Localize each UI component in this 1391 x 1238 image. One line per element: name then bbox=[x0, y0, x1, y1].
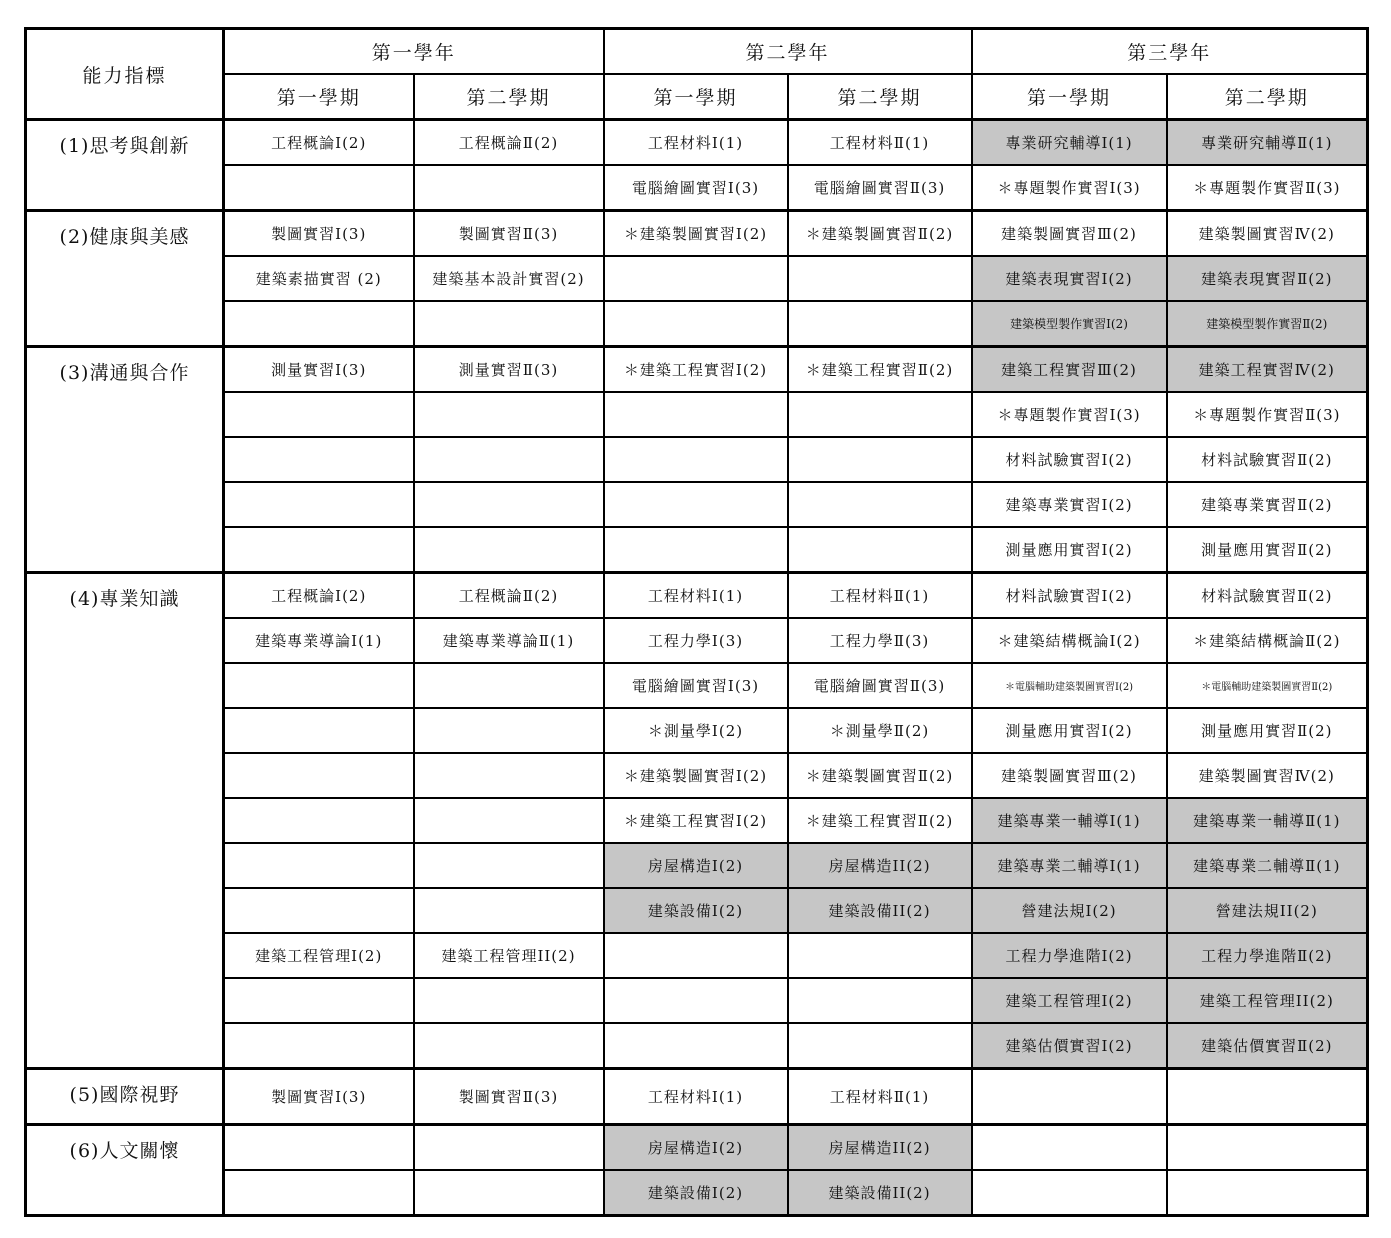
course-cell bbox=[414, 978, 604, 1023]
table-row bbox=[26, 527, 1368, 573]
course-cell: ＊專題製作實習Ⅰ(3) bbox=[972, 165, 1167, 211]
course-cell: 建築設備II(2) bbox=[788, 888, 972, 933]
year-1-semester-2-header: 第二學期 bbox=[414, 74, 604, 120]
course-cell: 建築製圖實習Ⅳ(2) bbox=[1167, 211, 1368, 257]
course-cell: ＊建築製圖實習Ⅱ(2) bbox=[788, 211, 972, 257]
course-cell: 測量應用實習Ⅰ(2) bbox=[972, 708, 1167, 753]
course-cell bbox=[414, 1023, 604, 1069]
course-cell bbox=[414, 663, 604, 708]
course-cell bbox=[604, 301, 788, 347]
table-header bbox=[26, 29, 1368, 120]
indicator-cell: (2)健康與美感 bbox=[26, 211, 224, 347]
course-cell bbox=[788, 1023, 972, 1069]
course-cell: 工程材料Ⅱ(1) bbox=[788, 1069, 972, 1125]
table-row bbox=[26, 1023, 1368, 1069]
course-cell bbox=[972, 1069, 1167, 1125]
year-2-header: 第二學年 bbox=[604, 29, 972, 75]
course-cell: 建築模型製作實習Ⅰ(2) bbox=[972, 301, 1167, 347]
table-row bbox=[26, 211, 1368, 257]
table-body bbox=[26, 120, 1368, 1216]
course-cell: 專業研究輔導Ⅰ(1) bbox=[972, 120, 1167, 166]
course-cell: ＊建築製圖實習Ⅱ(2) bbox=[788, 753, 972, 798]
course-cell bbox=[604, 527, 788, 573]
course-cell: 工程力學進階Ⅱ(2) bbox=[1167, 933, 1368, 978]
table-row bbox=[26, 165, 1368, 211]
table-row bbox=[26, 1069, 1368, 1125]
course-cell bbox=[224, 1170, 414, 1216]
table-row bbox=[26, 392, 1368, 437]
course-cell: 測量應用實習Ⅱ(2) bbox=[1167, 527, 1368, 573]
course-cell: 測量實習Ⅰ(3) bbox=[224, 347, 414, 393]
course-cell: ＊建築工程實習Ⅱ(2) bbox=[788, 347, 972, 393]
course-cell bbox=[224, 663, 414, 708]
course-cell: 測量應用實習Ⅰ(2) bbox=[972, 527, 1167, 573]
course-cell bbox=[972, 1125, 1167, 1171]
course-cell: ＊專題製作實習Ⅰ(3) bbox=[972, 392, 1167, 437]
table-row bbox=[26, 301, 1368, 347]
indicator-cell: (5)國際視野 bbox=[26, 1069, 224, 1125]
course-cell bbox=[224, 1125, 414, 1171]
course-cell: ＊建築工程實習Ⅰ(2) bbox=[604, 347, 788, 393]
course-cell bbox=[604, 482, 788, 527]
course-cell: 電腦繪圖實習Ⅰ(3) bbox=[604, 165, 788, 211]
course-cell bbox=[788, 301, 972, 347]
course-cell: 建築估價實習Ⅰ(2) bbox=[972, 1023, 1167, 1069]
course-cell bbox=[224, 437, 414, 482]
course-cell: 房屋構造I(2) bbox=[604, 1125, 788, 1171]
course-cell bbox=[788, 256, 972, 301]
course-cell bbox=[224, 888, 414, 933]
course-cell bbox=[788, 978, 972, 1023]
course-cell bbox=[1167, 1125, 1368, 1171]
course-cell: 工程概論Ⅱ(2) bbox=[414, 120, 604, 166]
course-cell: 建築專業實習Ⅱ(2) bbox=[1167, 482, 1368, 527]
course-cell: 工程力學Ⅱ(3) bbox=[788, 618, 972, 663]
course-cell bbox=[604, 392, 788, 437]
table-row bbox=[26, 1170, 1368, 1216]
course-cell bbox=[788, 437, 972, 482]
course-cell: 工程材料Ⅰ(1) bbox=[604, 573, 788, 619]
course-cell: 電腦繪圖實習Ⅰ(3) bbox=[604, 663, 788, 708]
course-cell: 工程力學進階Ⅰ(2) bbox=[972, 933, 1167, 978]
course-cell: ＊電腦輔助建築製圖實習Ⅰ(2) bbox=[972, 663, 1167, 708]
table-row bbox=[26, 978, 1368, 1023]
indicator-header: 能力指標 bbox=[26, 29, 224, 120]
course-cell: 測量應用實習Ⅱ(2) bbox=[1167, 708, 1368, 753]
indicator-cell: (3)溝通與合作 bbox=[26, 347, 224, 573]
table-row bbox=[26, 482, 1368, 527]
course-cell: ＊建築工程實習Ⅱ(2) bbox=[788, 798, 972, 843]
table-row bbox=[26, 347, 1368, 393]
course-cell: ＊測量學Ⅰ(2) bbox=[604, 708, 788, 753]
course-cell: 製圖實習Ⅰ(3) bbox=[224, 1069, 414, 1125]
course-cell: 營建法規I(2) bbox=[972, 888, 1167, 933]
course-cell bbox=[414, 843, 604, 888]
year-1-header: 第一學年 bbox=[224, 29, 604, 75]
course-cell: 建築專業二輔導Ⅰ(1) bbox=[972, 843, 1167, 888]
course-cell: 工程概論Ⅰ(2) bbox=[224, 573, 414, 619]
course-cell: ＊建築結構概論I(2) bbox=[972, 618, 1167, 663]
course-cell: 建築工程管理I(2) bbox=[224, 933, 414, 978]
course-cell: 製圖實習Ⅱ(3) bbox=[414, 211, 604, 257]
table-row bbox=[26, 120, 1368, 166]
course-cell bbox=[1167, 1069, 1368, 1125]
course-cell: 營建法規II(2) bbox=[1167, 888, 1368, 933]
course-cell: 材料試驗實習Ⅰ(2) bbox=[972, 573, 1167, 619]
course-cell: 建築設備II(2) bbox=[788, 1170, 972, 1216]
course-cell: 建築設備I(2) bbox=[604, 888, 788, 933]
course-cell: 工程材料Ⅰ(1) bbox=[604, 1069, 788, 1125]
course-cell bbox=[414, 527, 604, 573]
course-cell bbox=[414, 888, 604, 933]
course-cell: ＊建築製圖實習Ⅰ(2) bbox=[604, 753, 788, 798]
year-1-semester-1-header: 第一學期 bbox=[224, 74, 414, 120]
course-cell: 材料試驗實習Ⅰ(2) bbox=[972, 437, 1167, 482]
course-cell bbox=[788, 482, 972, 527]
indicator-cell: (1)思考與創新 bbox=[26, 120, 224, 211]
course-cell bbox=[1167, 1170, 1368, 1216]
course-cell bbox=[604, 933, 788, 978]
course-cell bbox=[788, 527, 972, 573]
course-cell: 工程材料Ⅰ(1) bbox=[604, 120, 788, 166]
course-cell: ＊建築工程實習Ⅰ(2) bbox=[604, 798, 788, 843]
course-cell: 建築表現實習Ⅱ(2) bbox=[1167, 256, 1368, 301]
table-row bbox=[26, 753, 1368, 798]
course-cell: 建築設備I(2) bbox=[604, 1170, 788, 1216]
course-cell bbox=[604, 978, 788, 1023]
table-row bbox=[26, 708, 1368, 753]
indicator-cell: (4)專業知識 bbox=[26, 573, 224, 1069]
course-cell bbox=[224, 708, 414, 753]
year-2-semester-1-header: 第一學期 bbox=[604, 74, 788, 120]
course-cell bbox=[224, 527, 414, 573]
course-cell: 建築製圖實習Ⅲ(2) bbox=[972, 211, 1167, 257]
course-cell: 建築基本設計實習(2) bbox=[414, 256, 604, 301]
table-row bbox=[26, 933, 1368, 978]
course-cell: ＊建築製圖實習Ⅰ(2) bbox=[604, 211, 788, 257]
table-row bbox=[26, 1125, 1368, 1171]
course-cell bbox=[414, 1125, 604, 1171]
course-cell bbox=[224, 978, 414, 1023]
course-cell bbox=[224, 753, 414, 798]
course-cell: 建築模型製作實習Ⅱ(2) bbox=[1167, 301, 1368, 347]
course-cell: ＊電腦輔助建築製圖實習Ⅱ(2) bbox=[1167, 663, 1368, 708]
course-cell: ＊專題製作實習Ⅱ(3) bbox=[1167, 392, 1368, 437]
year-2-semester-2-header: 第二學期 bbox=[788, 74, 972, 120]
course-cell: 工程概論Ⅱ(2) bbox=[414, 573, 604, 619]
course-cell: 建築製圖實習Ⅲ(2) bbox=[972, 753, 1167, 798]
course-cell: 製圖實習Ⅱ(3) bbox=[414, 1069, 604, 1125]
course-cell: 材料試驗實習Ⅱ(2) bbox=[1167, 437, 1368, 482]
course-cell bbox=[224, 165, 414, 211]
course-cell: 建築表現實習Ⅰ(2) bbox=[972, 256, 1167, 301]
year-3-semester-2-header: 第二學期 bbox=[1167, 74, 1368, 120]
indicator-cell: (6)人文關懷 bbox=[26, 1125, 224, 1216]
course-cell: 電腦繪圖實習Ⅱ(3) bbox=[788, 663, 972, 708]
course-cell: 建築工程管理II(2) bbox=[414, 933, 604, 978]
table-row bbox=[26, 618, 1368, 663]
course-cell bbox=[414, 753, 604, 798]
course-cell: 建築工程實習Ⅳ(2) bbox=[1167, 347, 1368, 393]
course-cell: 建築素描實習 (2) bbox=[224, 256, 414, 301]
table-row bbox=[26, 437, 1368, 482]
course-cell bbox=[604, 256, 788, 301]
course-cell bbox=[224, 1023, 414, 1069]
course-cell bbox=[788, 392, 972, 437]
course-cell: 製圖實習Ⅰ(3) bbox=[224, 211, 414, 257]
course-cell: 建築專業一輔導Ⅰ(1) bbox=[972, 798, 1167, 843]
course-cell: 建築專業一輔導Ⅱ(1) bbox=[1167, 798, 1368, 843]
course-cell: 工程概論Ⅰ(2) bbox=[224, 120, 414, 166]
course-cell bbox=[414, 437, 604, 482]
course-cell: 建築製圖實習Ⅳ(2) bbox=[1167, 753, 1368, 798]
course-cell bbox=[414, 165, 604, 211]
course-cell: 工程材料Ⅱ(1) bbox=[788, 573, 972, 619]
year-3-semester-1-header: 第一學期 bbox=[972, 74, 1167, 120]
course-cell bbox=[414, 708, 604, 753]
course-cell bbox=[224, 482, 414, 527]
course-cell: 房屋構造I(2) bbox=[604, 843, 788, 888]
course-cell bbox=[224, 301, 414, 347]
table-row bbox=[26, 573, 1368, 619]
course-cell bbox=[604, 1023, 788, 1069]
course-cell: 工程力學Ⅰ(3) bbox=[604, 618, 788, 663]
table-row bbox=[26, 256, 1368, 301]
course-cell bbox=[224, 392, 414, 437]
course-cell bbox=[414, 1170, 604, 1216]
course-cell: 材料試驗實習Ⅱ(2) bbox=[1167, 573, 1368, 619]
curriculum-table bbox=[24, 27, 1369, 1217]
course-cell bbox=[224, 843, 414, 888]
table-row bbox=[26, 888, 1368, 933]
course-cell: 建築專業導論Ⅱ(1) bbox=[414, 618, 604, 663]
course-cell: 建築工程實習Ⅲ(2) bbox=[972, 347, 1167, 393]
course-cell: ＊專題製作實習Ⅱ(3) bbox=[1167, 165, 1368, 211]
course-cell: 建築專業二輔導Ⅱ(1) bbox=[1167, 843, 1368, 888]
course-cell bbox=[414, 482, 604, 527]
course-cell: 工程材料Ⅱ(1) bbox=[788, 120, 972, 166]
course-cell: 建築工程管理I(2) bbox=[972, 978, 1167, 1023]
course-cell bbox=[604, 437, 788, 482]
course-cell bbox=[224, 798, 414, 843]
table-row bbox=[26, 663, 1368, 708]
course-cell: 建築估價實習Ⅱ(2) bbox=[1167, 1023, 1368, 1069]
course-cell: 房屋構造II(2) bbox=[788, 843, 972, 888]
course-cell bbox=[788, 933, 972, 978]
course-cell: ＊建築結構概論Ⅱ(2) bbox=[1167, 618, 1368, 663]
course-cell: 房屋構造II(2) bbox=[788, 1125, 972, 1171]
course-cell bbox=[414, 392, 604, 437]
table-row bbox=[26, 843, 1368, 888]
course-cell bbox=[972, 1170, 1167, 1216]
course-cell: ＊測量學Ⅱ(2) bbox=[788, 708, 972, 753]
course-cell: 建築工程管理II(2) bbox=[1167, 978, 1368, 1023]
table-row bbox=[26, 798, 1368, 843]
year-3-header: 第三學年 bbox=[972, 29, 1368, 75]
course-cell bbox=[414, 798, 604, 843]
course-cell bbox=[414, 301, 604, 347]
course-cell: 建築專業實習Ⅰ(2) bbox=[972, 482, 1167, 527]
course-cell: 測量實習Ⅱ(3) bbox=[414, 347, 604, 393]
course-cell: 電腦繪圖實習Ⅱ(3) bbox=[788, 165, 972, 211]
course-cell: 專業研究輔導Ⅱ(1) bbox=[1167, 120, 1368, 166]
course-cell: 建築專業導論Ⅰ(1) bbox=[224, 618, 414, 663]
